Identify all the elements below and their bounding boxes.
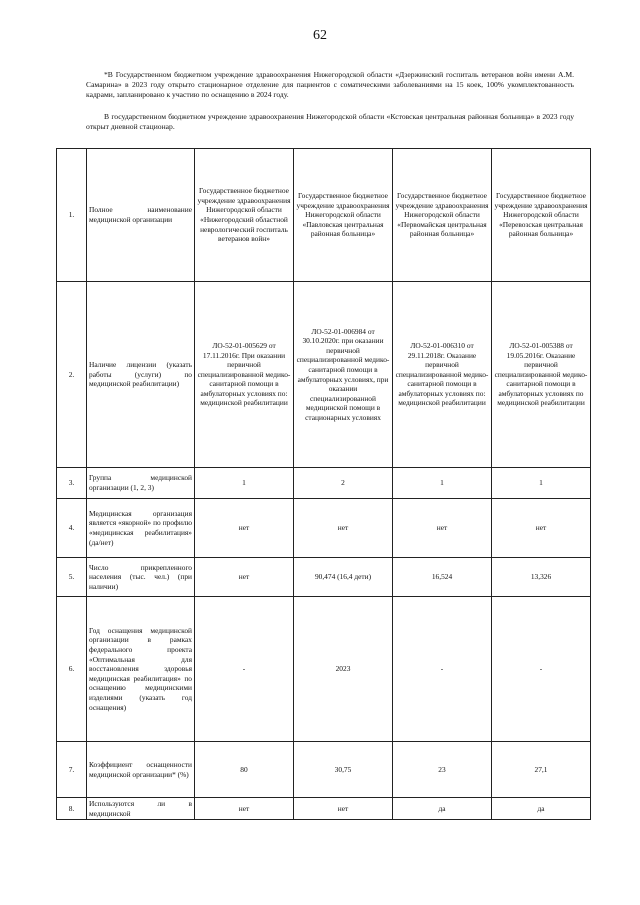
table-row: [57, 798, 591, 820]
table-cell: нет: [195, 798, 294, 820]
table-row: [57, 468, 591, 499]
row-number: 6.: [57, 597, 87, 742]
table-row: [57, 499, 591, 558]
table-cell: -: [492, 597, 591, 742]
medical-organizations-table: [56, 148, 591, 820]
table-cell: ЛО-52-01-006310 от 29.11.2018г. Оказание первичной специализированной медико- санитарной помощи в амбулаторных условиях по: медицинской реабилитации: [393, 282, 492, 468]
row-label: Год оснащения медицинской организации в рамках федерального проекта «Оптимальная для восстановления здоровья медицинская реабилитация» по оснащению медицинскими изделиями (указать год оснащения): [87, 597, 195, 742]
table-cell: Государственное бюджетное учреждение здравоохранения Нижегородской области «Павловская центральная районная больница»: [294, 149, 393, 282]
table-cell: 30,75: [294, 742, 393, 798]
row-label: Группа медицинской организации (1, 2, 3): [87, 468, 195, 499]
table-cell: Государственное бюджетное учреждение здравоохранения Нижегородской области «Первомайская центральная районная больница»: [393, 149, 492, 282]
intro-paragraph-2: В государственном бюджетном учреждение здравоохранения Нижегородской области «Кстовская центральная районная больница» в 2023 году открыт дневной стационар.: [86, 112, 574, 131]
row-number: 7.: [57, 742, 87, 798]
table-row: [57, 282, 591, 468]
row-number: 2.: [57, 282, 87, 468]
table-cell: нет: [492, 499, 591, 558]
table-cell: нет: [195, 499, 294, 558]
table-cell: 27,1: [492, 742, 591, 798]
row-number: 8.: [57, 798, 87, 820]
table-cell: Государственное бюджетное учреждение здравоохранения Нижегородской области «Нижегородский областной неврологический госпиталь ветеранов войн»: [195, 149, 294, 282]
table-row: [57, 558, 591, 597]
table-cell: нет: [393, 499, 492, 558]
table-cell: да: [393, 798, 492, 820]
table-cell: 13,326: [492, 558, 591, 597]
table-cell: Государственное бюджетное учреждение здравоохранения Нижегородской области «Перевозская центральная районная больница»: [492, 149, 591, 282]
table-cell: 1: [492, 468, 591, 499]
row-label: Коэффициент оснащенности медицинской организации* (%): [87, 742, 195, 798]
table-cell: нет: [294, 499, 393, 558]
row-number: 5.: [57, 558, 87, 597]
table-cell: -: [393, 597, 492, 742]
table-cell: ЛО-52-01-006984 от 30.10.2020г. при оказании первичной специализированной медико-санитарной помощи в амбулаторных условиях, при оказании специализированной медицинской помощи в стационарных условиях: [294, 282, 393, 468]
table-cell: 16,524: [393, 558, 492, 597]
row-label: Число прикрепленного населения (тыс. чел.) (при наличии): [87, 558, 195, 597]
table-cell: -: [195, 597, 294, 742]
row-label: Полное наименование медицинской организации: [87, 149, 195, 282]
table-row: [57, 597, 591, 742]
table-cell: нет: [195, 558, 294, 597]
table-row: [57, 149, 591, 282]
table-cell: нет: [294, 798, 393, 820]
row-label: Медицинская организация является «якорной» по профилю «медицинская реабилитация» (да/нет): [87, 499, 195, 558]
row-label: Используются ли в медицинской: [87, 798, 195, 820]
table-cell: 1: [195, 468, 294, 499]
table-cell: 1: [393, 468, 492, 499]
page-number: 62: [313, 28, 327, 43]
row-number: 3.: [57, 468, 87, 499]
table-cell: 80: [195, 742, 294, 798]
table-cell: 2023: [294, 597, 393, 742]
table-cell: 2: [294, 468, 393, 499]
table-row: [57, 742, 591, 798]
table-cell: ЛО-52-01-005388 от 19.05.2016г. Оказание первичной специализированной медико-санитарной помощи в амбулаторных условиях по медицинской реабилитации: [492, 282, 591, 468]
intro-paragraph-1: *В Государственном бюджетном учреждение здравоохранения Нижегородской области «Дзержинский госпиталь ветеранов войн имени А.М. Самарина» в 2023 году открыто стационарное отделение для пациентов с соматическими заболеваниями на 15 коек, 100% укомплектованность кадрами, запланировано к участию по оснащению в 2024 году.: [86, 70, 574, 99]
table-cell: ЛО-52-01-005629 от 17.11.2016г. При оказании первичной специализированной медико-санитарной помощи в амбулаторных условиях по: медицинской реабилитации: [195, 282, 294, 468]
row-label: Наличие лицензии (указать работы (услуги) по медицинской реабилитации): [87, 282, 195, 468]
table-cell: 90,474 (16,4 дети): [294, 558, 393, 597]
table-cell: да: [492, 798, 591, 820]
table-cell: 23: [393, 742, 492, 798]
row-number: 1.: [57, 149, 87, 282]
row-number: 4.: [57, 499, 87, 558]
